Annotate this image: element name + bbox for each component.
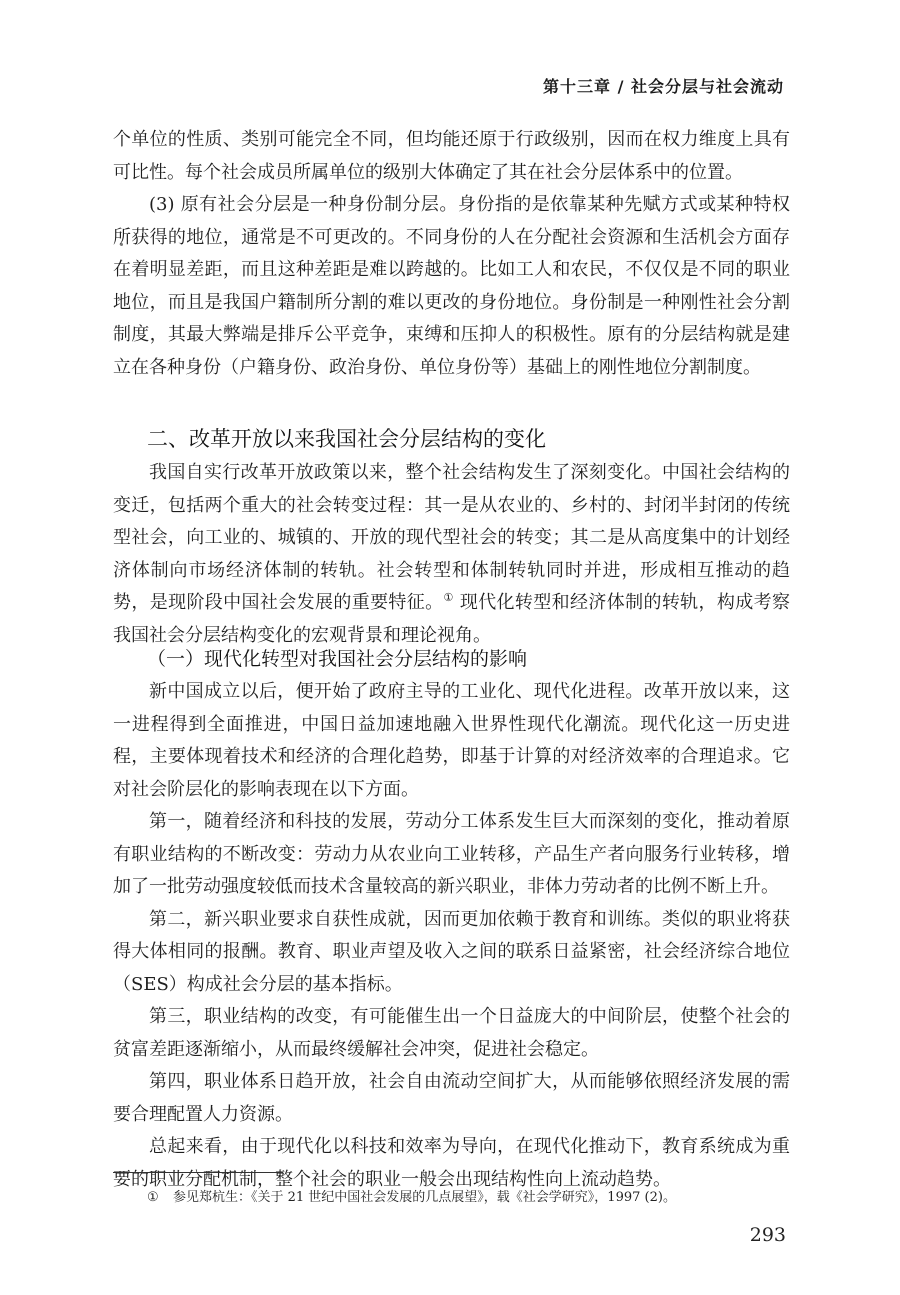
section-1-text [113,124,790,384]
section-2-text [113,457,790,652]
footnote-divider [113,1172,283,1173]
paragraph-text: 现代化转型和经济体制的转轨，构成考察我国社会分层结构变化的宏观背景和理论视角。 [113,592,790,646]
footnote-text: 参见郑杭生：《关于 21 世纪中国社会发展的几点展望》，载《社会学研究》，1997 (2)。 [173,1190,676,1205]
paragraph [113,457,790,652]
footnote-mark: ① [147,1190,159,1205]
section-heading: 二、改革开放以来我国社会分层结构的变化 [147,427,546,451]
footnote [147,1186,676,1205]
paragraph: 总起来看，由于现代化以科技和效率为导向，在现代化推动下，教育系统成为重要的职业分配机制，整个社会的职业一般会出现结构性向上流动趋势。 [113,1136,790,1190]
subsection-heading: （一）现代化转型对我国社会分层结构的影响 [147,648,528,670]
paragraph: 第二，新兴职业要求自获性成就，因而更加依赖于教育和训练。类似的职业将获得大体相同的报酬。教育、职业声望及收入之间的联系日益紧密，社会经济综合地位（SES）构成社会分层的基本指标。 [113,908,790,995]
paragraph: 个单位的性质、类别可能完全不同，但均能还原于行政级别，因而在权力维度上具有可比性。每个社会成员所属单位的级别大体确定了其在社会分层体系中的位置。 [113,129,790,183]
running-head: 第十三章 / 社会分层与社会流动 [543,77,784,96]
section-3-text [113,676,790,1196]
paragraph: 新中国成立以后，便开始了政府主导的工业化、现代化进程。改革开放以来，这一进程得到全面推进，中国日益加速地融入世界性现代化潮流。现代化这一历史进程，主要体现着技术和经济的合理化趋势，即基于计算的对经济效率的合理追求。它对社会阶层化的影响表现在以下方面。 [113,681,790,800]
page-number: 293 [749,1224,786,1246]
paragraph: 第四，职业体系日趋开放，社会自由流动空间扩大，从而能够依照经济发展的需要合理配置人力资源。 [113,1071,790,1125]
paragraph: (3) 原有社会分层是一种身份制分层。身份指的是依靠某种先赋方式或某种特权所获得的地位，通常是不可更改的。不同身份的人在分配社会资源和生活机会方面存在着明显差距，而且这种差距是难以跨越的。比如工人和农民，不仅仅是不同的职业地位，而且是我国户籍制所分割的难以更改的身份地位。身份制是一种刚性社会分割制度，其最大弊端是排斥公平竞争，束缚和压抑人的积极性。原有的分层结构就是建立在各种身份（户籍身份、政治身份、单位身份等）基础上的刚性地位分割制度。 [113,194,790,378]
footnote-reference: ① [443,591,454,604]
paragraph: 第一，随着经济和科技的发展，劳动分工体系发生巨大而深刻的变化，推动着原有职业结构的不断改变：劳动力从农业向工业转移，产品生产者向服务行业转移，增加了一批劳动强度较低而技术含量较高的新兴职业，非体力劳动者的比例不断上升。 [113,811,790,897]
paragraph: 第三，职业结构的改变，有可能催生出一个日益庞大的中间阶层，使整个社会的贫富差距逐渐缩小，从而最终缓解社会冲突，促进社会稳定。 [113,1006,790,1060]
paragraph-text: 我国自实行改革开放政策以来，整个社会结构发生了深刻变化。中国社会结构的变迁，包括两个重大的社会转变过程：其一是从农业的、乡村的、封闭半封闭的传统型社会，向工业的、城镇的、开放的现代型社会的转变；其二是从高度集中的计划经济体制向市场经济体制的转轨。社会转型和体制转轨同时并进，形成相互推动的趋势，是现阶段中国社会发展的重要特征。 [113,462,790,613]
